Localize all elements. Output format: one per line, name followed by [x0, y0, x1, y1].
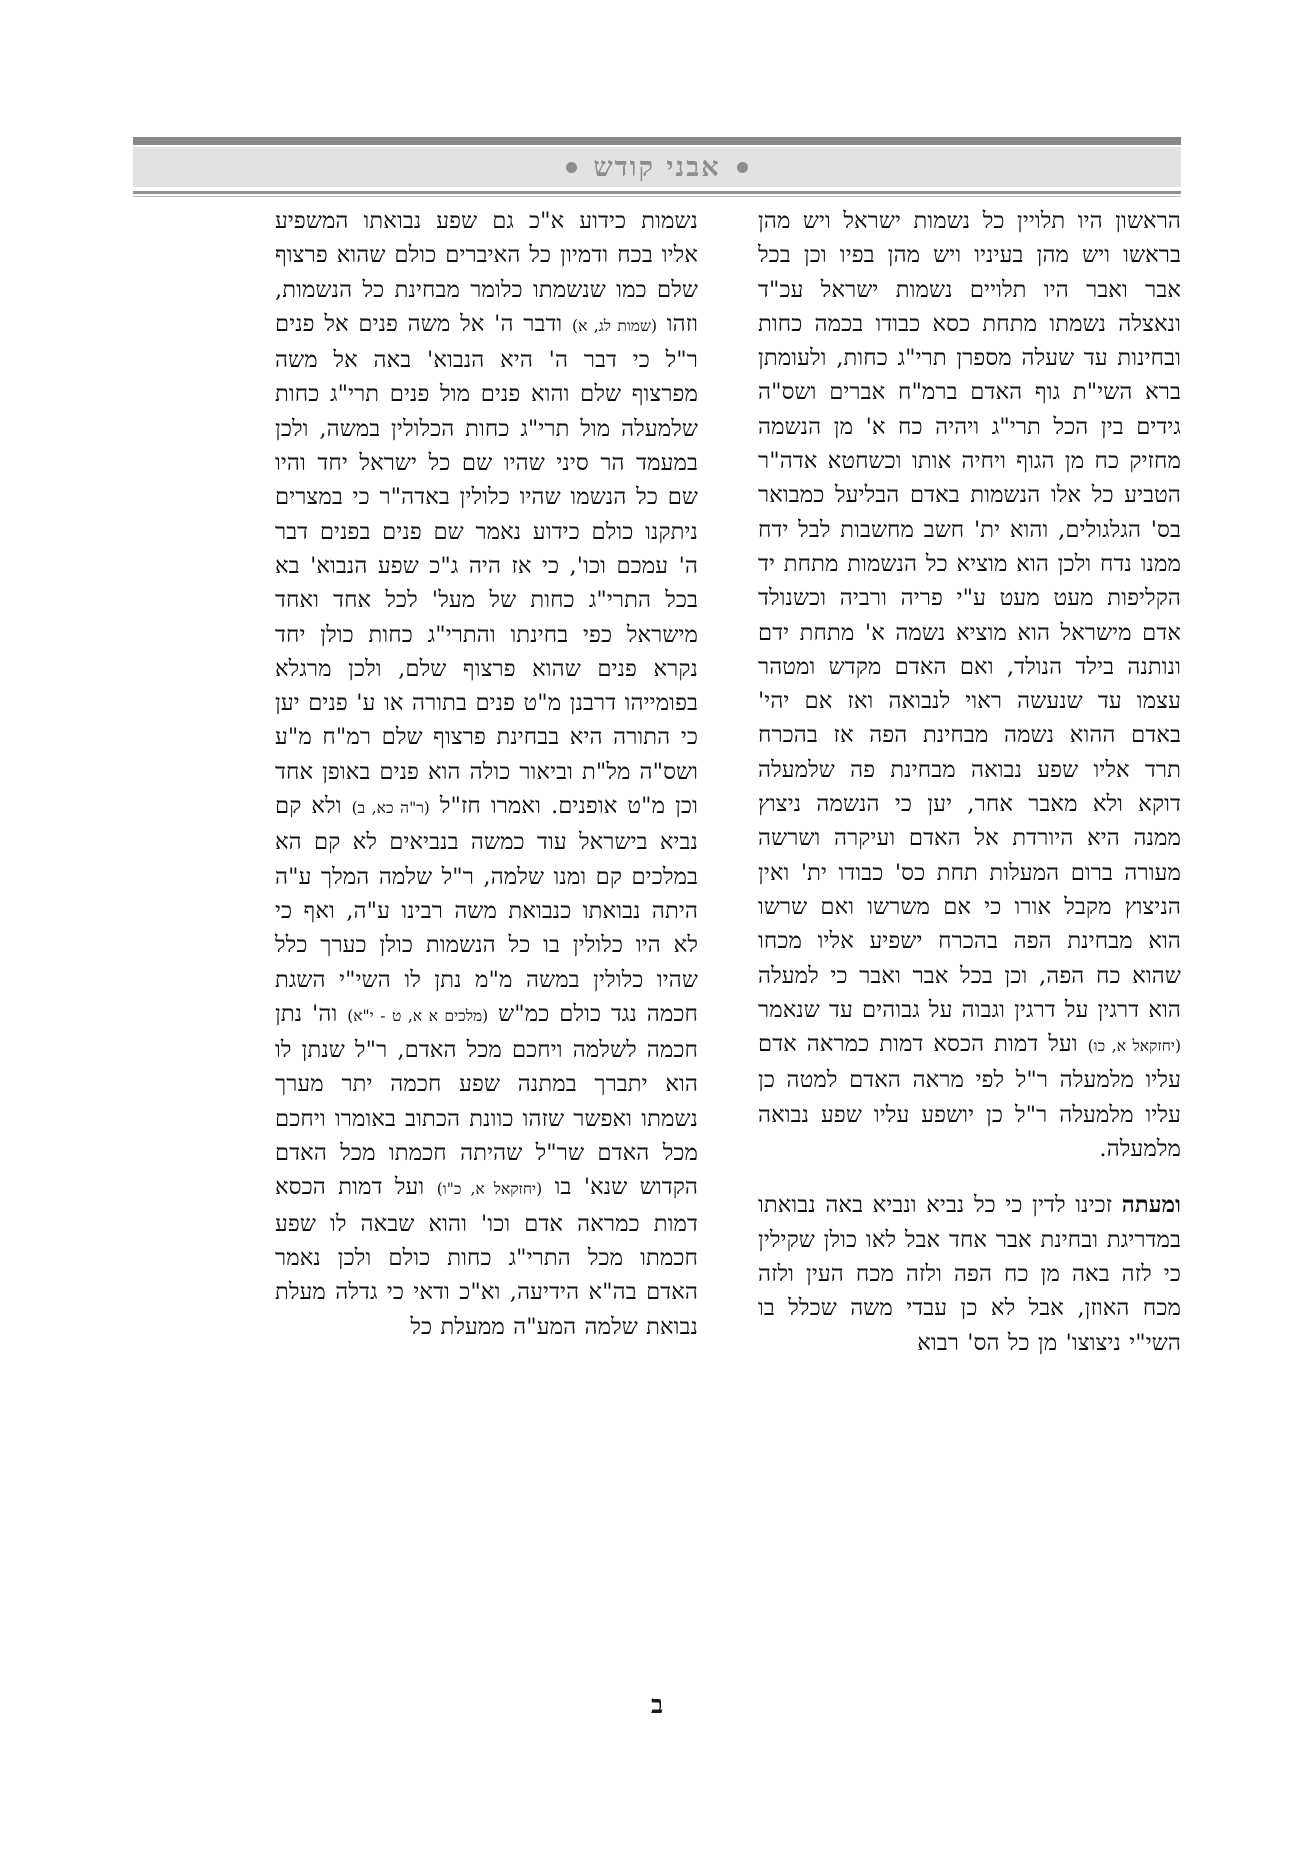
scripture-citation-ezekiel-1-26-left: (יחזקאל א, כ"ו) [436, 1180, 543, 1199]
paragraph-right-2-body: זכינו לדין כי כל נביא ונביא באה נבואתו במדריגת ובחינת אבר אחד אבל לאו כולן שקילין כי לזה באה מן כח הפה ולזה מכח העין ולזה מכח האוזן, אבל לא כן עבדי משה שכלל בו השי"י ניצוצו' מן כל הס' רבוא [758, 1192, 1181, 1356]
paragraph-left-1-body-3: וה' נתן חכמה לשלמה ויחכם מכל האדם, ר"ל שנתן לו הוא יתברך במתנה שפע חכמה יתר מערך נשמתו ואפשר שזהו כוונת הכתוב באומרו ויחכם מכל האדם שר"ל שהיתה חכמתו מכל האדם הקדוש שנא' בו [275, 1000, 698, 1201]
header-plate [133, 147, 1181, 187]
scripture-citation-ezekiel-1-26: (יחזקאל א, כו) [1087, 1037, 1182, 1056]
paragraph-right-2 [758, 1188, 1181, 1359]
scripture-citation-shemot-33-1: (שמות לג, א) [572, 316, 658, 335]
header-top-band [133, 137, 1181, 145]
paragraph-right-1-continuation: ועל דמות הכסא דמות כמראה אדם עליו מלמעלה ר"ל לפי מראה האדם למטה כן עליו מלמעלה ר"ל כן יושפע עליו שפע נבואה מלמעלה. [758, 1031, 1181, 1163]
folio-number: ב [650, 1690, 664, 1719]
bullet-dot-icon-left [566, 162, 577, 173]
paragraph-lead-word: ומעתה [1121, 1192, 1181, 1219]
scripture-citation-melachim-1: (מלכים א א, ט - י"א) [347, 1006, 489, 1025]
paragraph-right-1 [758, 204, 1181, 1166]
paragraph-left-1-body-4: ועל דמות הכסא דמות כמראה אדם וכו' והוא שבאה לו שפע חכמתו מכל התרי"ג כחות כולם ולכן נאמר האדם בה"א הידיעה, וא"כ ודאי כי גדלה מעלת נבואת שלמה המע"ה ממעלת כל [275, 1174, 698, 1340]
paragraph-left-1-body: ודבר ה' אל משה פנים אל פנים ר"ל כי דבר ה' היא הנבוא' באה אל משה מפרצוף שלם והוא פנים מול פנים תרי"ג כחות שלמעלה מול תרי"ג כחות הכלולין במשה, ולכן במעמד הר סיני שהיו שם כל ישראל יחד והיו שם כל הנשמו שהיו כלולין באדה"ר כי במצרים ניתקנו כולם כידוע נאמר שם פנים בפנים דבר ה' עמכם וכו', כי אז היה ג"כ שפע הנבוא' בא בכל התרי"ג כחות של מעל' לכל אחד ואחד מישראל כפי בחינתו והתרי"ג כחות כולן יחד נקרא פנים שהוא פרצוף שלם, ולכן מרגלא בפומייהו דרבנן מ"ט פנים בתורה או ע' פנים יען כי התורה היא בבחינת פרצוף שלם רמ"ח מ"ע ושס"ה מל"ת וביאור כולה הוא פנים באופן אחד וכן מ"ט אופנים. ואמרו חז"ל [275, 310, 698, 820]
header-bottom-rule [133, 191, 1181, 194]
bullet-dot-icon-right [737, 162, 748, 173]
book-title-text: אבני קודש [593, 151, 721, 183]
running-head-title [566, 152, 747, 183]
paragraph-right-1-body: הראשון היו תלויין כל נשמות ישראל ויש מהן בראשו ויש מהן בעיניו ויש מהן בפיו וכן בכל אבר ואבר היו תלויים נשמות ישראל עכ"ד ונאצלה נשמתו מתחת כסא כבודו בכמה כחות ובחינות עד שעלה מספרן תרי"ג כחות, ולעומתן ברא השי"ת גוף האדם ברמ"ח אברים ושס"ה גידים בין הכל תרי"ג ויהיה כח א' מן הנשמה מחזיק כח מן הגוף ויחיה אותו וכשחטא אדה"ר הטביע כל אלו הנשמות באדם הבליעל כמבואר בס' הגלגולים, והוא ית' חשב מחשבות לבל ידח ממנו נדח ולכן הוא מוציא כל הנשמות מתחת יד הקליפות מעט מעט ע"י פריה ורביה וכשנולד אדם מישראל הוא מוציא נשמה א' מתחת ידם ונותנה בילד הנולד, ואם האדם מקדש ומטהר עצמו עד שנעשה ראוי לנבואה ואז אם יהי' באדם ההוא נשמה מבחינת הפה אז בהכרח תרד אליו שפע נבואה מבחינת פה שלמעלה דוקא ולא מאבר אחר, יען כי הנשמה ניצוץ ממנה היא היורדת אל האדם ועיקרה ושרשה מעורה ברום המעלות תחת כס' כבודו ית' ואין הניצוץ מקבל אורו כי אם משרשו ואם שרשו הוא מבחינת הפה בהכרח ישפיע אליו מכחו שהוא כח הפה, וכן בכל אבר ואבר כי למעלה הוא דרגין על דרגין וגבוה על גבוהים עד שנאמר [758, 208, 1181, 1023]
header-bottom-rule-thin [133, 196, 1181, 197]
paragraph-left-1-opening: נשמות כידוע א"כ גם שפע נבואתו המשפיע אליו בכח ודמיון כל האיברים כולם שהוא פרצוף שלם כמו שנשמתו כלומר מבחינת כל הנשמות, וזהו [275, 208, 698, 337]
body-columns [131, 204, 1181, 1634]
paragraph-left-1 [275, 204, 698, 1344]
talmud-citation-rosh-hashanah-21b: (ר"ה כא, ב) [351, 799, 430, 818]
text-column-left [275, 204, 698, 1634]
paragraph-left-1-body-2: ולא קם נביא בישראל עוד כמשה בנביאים לא קם הא במלכים קם ומנו שלמה, ר"ל שלמה המלך ע"ה היתה נבואתו כנבואת משה רבינו ע"ה, ואף כי לא היו כלולין בו כל הנשמות כולן כערך כלל שהיו כלולין במשה מ"מ נתן לו השי"י השגת חכמה נגד כולם כמ"ש [275, 793, 698, 1027]
text-column-right [758, 204, 1181, 1634]
